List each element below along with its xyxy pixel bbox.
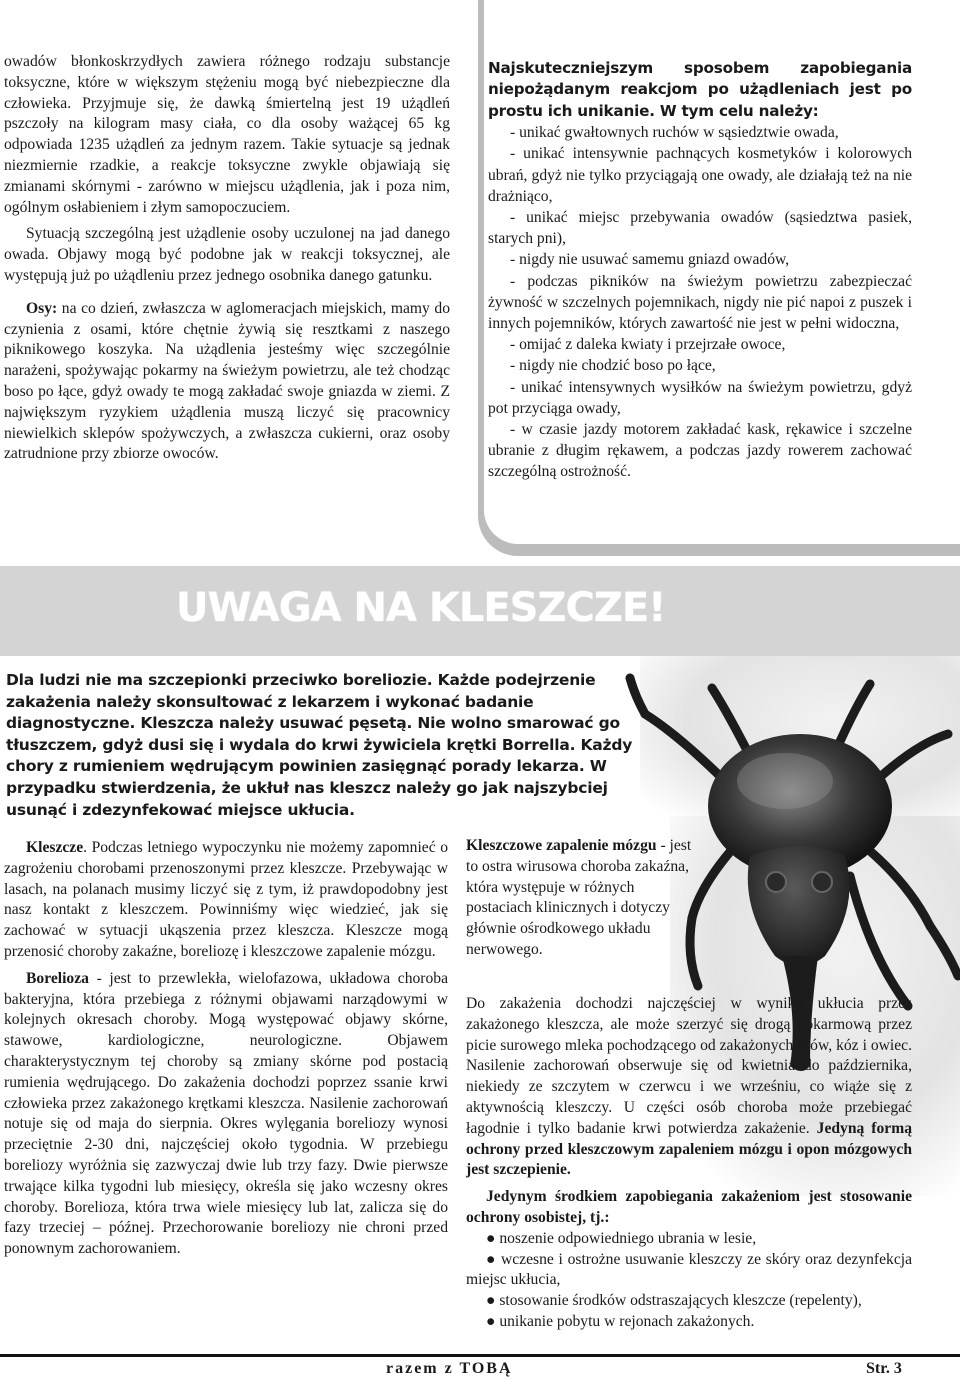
tip-item: - nigdy nie usuwać samemu gniazd owadów, [510, 251, 790, 269]
bottom-right-column [466, 994, 912, 1333]
paragraph-text: . Podczas letniego wypoczynku nie możemy zapomnieć o zagrożeniu chorobami przenoszonymi przez kleszcze. Przebywając w lasach, na polanach musimy liczyć się z tym, iż prawdopodobny jest nasz kontakt z kleszczem. Powinniśmy więc wiedzieć, jak się zachować w sytuacji ukąszenia przez kleszcza. Kleszcze mogą przenosić choroby zakaźne, boreliozę i kleszczowe zapalenie mózgu. [4, 839, 448, 960]
bottom-left-column [4, 838, 448, 1260]
tip-item: - unikać gwałtownych ruchów w sąsiedztwie owada, [510, 124, 839, 142]
paragraph-text: na co dzień, zwłaszcza w aglomeracjach miejskich, mamy do czynienia z osami, które chętnie żywią się resztkami z naszego piknikowego koszyka. Na użądlenia jesteśmy więc szczególnie narażeni, spożywając pokarmy na świeżym powietrzu, ale też chodząc boso po łące, gdyż owady te mogą zakładać swoje gniazda w ziemi. Z największym ryzykiem użądlenia muszą liczyć się pracownicy niewielkich sklepów spożywczych, a zwłaszcza cukierni, oraz osoby zatrudnione przy zbiorze owoców. [4, 299, 450, 463]
paragraph [4, 838, 448, 963]
paragraph [466, 836, 692, 961]
section-title: UWAGA NA KLESZCZE! [176, 585, 666, 631]
tip-item: - omijać z daleka kwiaty i przejrzałe owoce, [510, 336, 786, 354]
top-left-column [4, 52, 450, 465]
paragraph [4, 969, 448, 1260]
paragraph: owadów błonkoskrzydłych zawiera różnego rodzaju substancje toksyczne, które w większym stężeniu mogą być niebezpieczne dla człowieka. Przyjmuje się, że dawką śmiertelną jest 19 użądleń pszczoły na kilogram masy ciała, co dla osoby ważącej 65 kg odpowiada 1235 użądleń za jednym razem. Takie sytuacje są jednak niezmiernie rzadkie, a reakcje toksyczne zwykle objawiają się zmianami skórnymi - zarówno w miejscu użądlenia, jak i poza nim, ogólnym osłabieniem i złym samopoczuciem. [4, 53, 450, 216]
tip-item: - nigdy nie chodzić boso po łące, [510, 357, 716, 375]
tip-item: - unikać intensywnych wysiłków na świeżym powietrzu, gdyż pot przyciąga owady, [488, 378, 912, 417]
bullet-item: ● unikanie pobytu w rejonach zakażonych. [486, 1312, 755, 1330]
emphasis-text: Jedyną formą ochrony przed kleszczowym zapaleniem mózgu i opon mózgowych jest szczepienie. [466, 1119, 912, 1179]
paragraph [466, 1187, 912, 1229]
term-label: Borelioza [26, 969, 89, 987]
paragraph: Sytuacją szczególną jest użądlenie osoby uczulonej na jad danego owada. Objawy mogą być podobne jak w reakcji toksycznej, ale występują już po użądleniu przez jednego osobnika danego gatunku. [4, 225, 450, 284]
prevention-tips [488, 58, 912, 483]
footer-brand: razem z TOBĄ [386, 1360, 513, 1377]
tips-lead: Najskuteczniejszym sposobem zapobiegania niepożądanym reakcjom po użądleniach jest po prostu ich unikanie. W tym celu należy: [488, 59, 912, 120]
paragraph [466, 994, 912, 1181]
bottom-right-intro [466, 836, 692, 961]
paragraph-text: Do zakażenia dochodzi najczęściej w wyniku ukłucia przez zakażonego kleszcza, ale może szerzyć się drogą pokarmową przez picie surowego mleka pochodzącego od zakażonych krów, kóz i owiec. Nasilenie zachorowań obserwuje się od kwietnia do października, niekiedy ze szczytem w czerwcu i we wrześniu, co wiąże się z aktywnością kleszczy. U części osób choroba może przebiegać łagodnie i tylko badanie krwi potwierdza zakażenie. [466, 995, 912, 1137]
paragraph [4, 299, 450, 465]
bullet-item: ● noszenie odpowiedniego ubrania w lesie, [486, 1229, 757, 1247]
term-label: Kleszcze [26, 839, 84, 856]
term-label: Kleszczowe zapalenie mózgu [466, 837, 657, 854]
paragraph-text: - jest to przewlekła, wielofazowa, układowa choroba bakteryjna, która przebiega z różnymi objawami narządowymi w kolejnych okresach choroby. Mogą występować objawy skórne, stawowe, kardiologiczne, neurologiczne. Objawem charakterystycznym tej choroby są zmiany skórne pod postacią rumienia wędrującego. Do zakażenia dochodzi poprzez ssanie krwi człowieka przez zakażonego krętkami kleszcza. Nasilenie zachorowań notuje się od maja do sierpnia. Okres wylęgania boreliozy wynosi przeciętnie 2-30 dni, najczęściej około tygodnia. W przebiegu boreliozy wyróżnia się zazwyczaj dwie lub trzy fazy. Dwie pierwsze trwające kilka tygodni lub miesięcy, określa się jako wczesny okres choroby. Borelioza, która trwa wiele miesięcy lub lat, zalicza się do fazy trzeciej – późnej. Przechorowanie boreliozy nie chroni przed ponownym zachorowaniem. [4, 969, 448, 1258]
bullet-item: ● stosowanie środków odstraszających kleszcze (repelenty), [486, 1292, 862, 1310]
emphasis-text: Jedynym środkiem zapobiegania zakażeniom jest stosowanie ochrony osobistej, tj.: [466, 1188, 912, 1226]
footer-rule [0, 1354, 960, 1357]
tip-item: - unikać intensywnie pachnących kosmetyków i kolorowych ubrań, gdyż nie tylko przyciągają one owady, ale działają też na nie drażniąco, [488, 145, 912, 205]
tip-item: - unikać miejsc przebywania owadów (sąsiedztwa pasiek, starych pni), [488, 209, 912, 248]
tip-item: - podczas pikników na świeżym powietrzu zabezpieczać żywność w szczelnych pojemnikach, nigdy nie pić napoi z puszek i innych pojemników, których zawartość nie jest w pełni widoczna, [488, 272, 912, 333]
tip-item: - w czasie jazdy motorem zakładać kask, rękawice i szczelne ubranie z długim rękawem, a podczas jazdy rowerem zachować szczególną ostrożność. [488, 421, 912, 481]
bullet-item: ● wczesne i ostrożne usuwanie kleszczy ze skóry oraz dezynfekcja miejsc ukłucia, [466, 1250, 912, 1289]
section-label: Osy: [26, 299, 58, 317]
page-number: Str. 3 [866, 1360, 902, 1377]
warning-paragraph: Dla ludzi nie ma szczepionki przeciwko boreliozie. Każde podejrzenie zakażenia należy skonsultować z lekarzem i wykonać badanie diagnostyczne. Kleszcza należy usuwać pęsetą. Nie wolno smarować go tłuszczem, gdyż dusi się i wydala do krwi żywiciela krętki Borrella. Każdy chory z rumieniem wędrującym powinien zasięgnąć porady lekarza. W przypadku stwierdzenia, że ukłuł nas kleszcz należy go jak najszybciej usunąć i zdezynfekować miejsce ukłucia. [6, 671, 633, 819]
paragraph-text: - jest to ostra wirusowa choroba zakaźna, która występuje w różnych postaciach klinicznych i dotyczy głównie ośrodkowego układu nerwowego. [466, 837, 692, 958]
